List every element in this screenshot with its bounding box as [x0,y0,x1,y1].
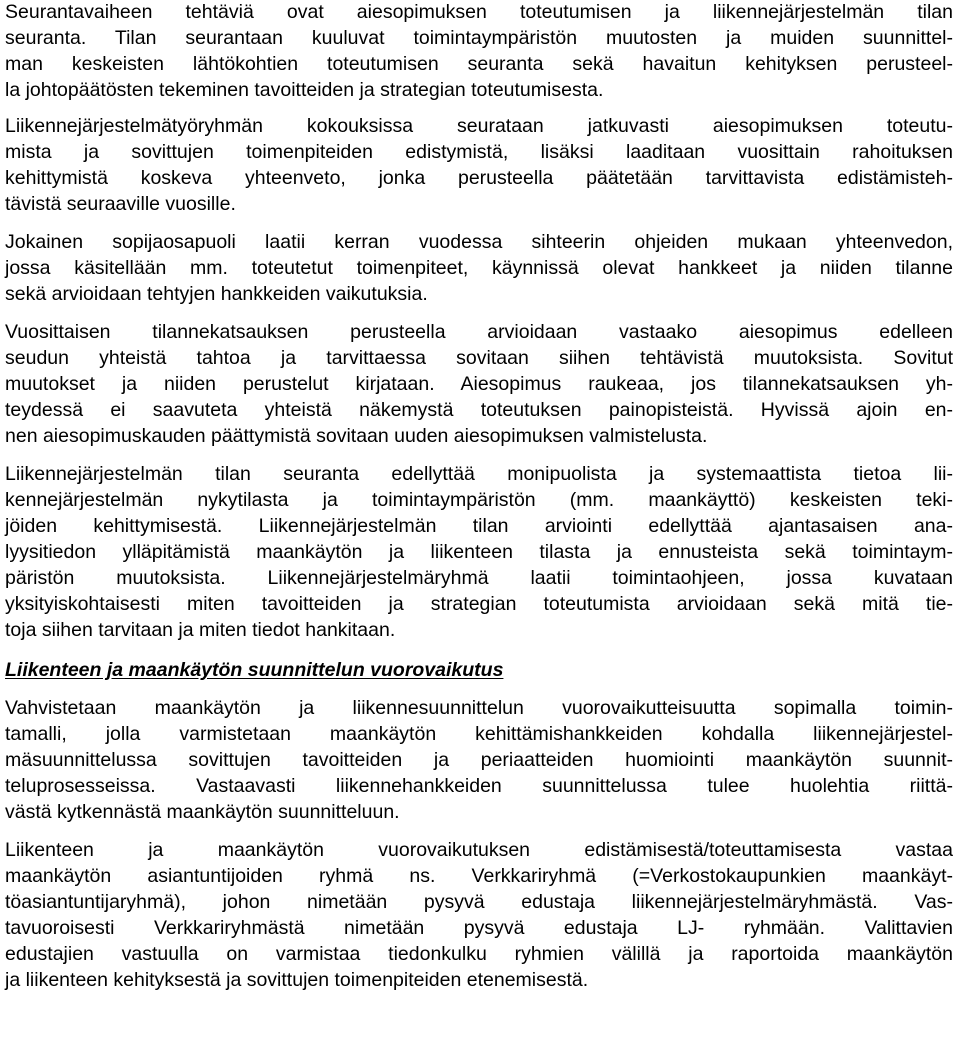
text-line: tavuoroisesti Verkkariryhmästä nimetään pysyvä edustaja LJ- ryhmään. Valittavien [5,917,953,939]
text-line: sekä arvioidaan tehtyjen hankkeiden vaikutuksia. [5,283,428,305]
text-line: Liikennejärjestelmän tilan seuranta edellyttää monipuolista ja systemaattista tietoa lii- [5,463,953,485]
document-page [5,0,953,993]
text-line: Vuosittaisen tilannekatsauksen perusteella arvioidaan vastaako aiesopimus edelleen [5,321,953,343]
text-line: mista ja sovittujen toimenpiteiden edistymistä, lisäksi laaditaan vuosittain rahoituksen [5,141,953,163]
text-line: la johtopäätösten tekeminen tavoitteiden ja strategian toteutumisesta. [5,79,604,101]
text-line: Jokainen sopijaosapuoli laatii kerran vuodessa sihteerin ohjeiden mukaan yhteenvedon, [5,231,953,253]
text-line: Liikenteen ja maankäytön vuorovaikutuksen edistämisestä/toteuttamisesta vastaa [5,839,953,861]
text-line: ja liikenteen kehityksestä ja sovittujen toimenpiteiden etenemisestä. [5,969,589,991]
text-line: seuranta. Tilan seurantaan kuuluvat toimintaympäristön muutosten ja muiden suunnittel- [5,27,953,49]
text-line: mäsuunnittelussa sovittujen tavoitteiden ja periaatteiden huomiointi maankäytön suunnit- [5,749,953,771]
text-line: lyysitiedon ylläpitämistä maankäytön ja liikenteen tilasta ja ennusteista sekä toimintaym- [5,541,953,563]
text-line: Liikennejärjestelmätyöryhmän kokouksissa seurataan jatkuvasti aiesopimuksen toteutu- [5,115,953,137]
text-line: kehittymistä koskeva yhteenveto, jonka perusteella päätetään tarvittavista edistämisteh- [5,167,953,189]
text-line: teluprosesseissa. Vastaavasti liikennehankkeiden suunnittelussa tulee huolehtia riittä- [5,775,953,797]
text-line: Seurantavaiheen tehtäviä ovat aiesopimuksen toteutumisen ja liikennejärjestelmän tilan [5,1,953,23]
text-line: nen aiesopimuskauden päättymistä sovitaan uuden aiesopimuksen valmistelusta. [5,425,708,447]
section-heading [5,657,953,683]
text-line: muutokset ja niiden perustelut kirjataan. Aiesopimus raukeaa, jos tilannekatsauksen yh- [5,373,953,395]
text-line: västä kytkennästä maankäytön suunnitteluun. [5,801,400,823]
text-line: kennejärjestelmän nykytilasta ja toimintaympäristön (mm. maankäyttö) keskeisten teki- [5,489,953,511]
section-heading-text: Liikenteen ja maankäytön suunnittelun vuorovaikutus [5,659,504,681]
text-line: jossa käsitellään mm. toteutetut toimenpiteet, käynnissä olevat hankkeet ja niiden tilanne [5,257,953,279]
text-line: Vahvistetaan maankäytön ja liikennesuunnittelun vuorovaikutteisuutta sopimalla toimin- [5,697,953,719]
text-line: man keskeisten lähtökohtien toteutumisen seuranta sekä havaitun kehityksen perusteel- [5,53,953,75]
text-line: tävistä seuraaville vuosille. [5,193,236,215]
paragraph-annual-summary [5,229,953,307]
paragraph-working-group-meetings [5,113,953,217]
text-line: yksityiskohtaisesti miten tavoitteiden ja strategian toteutumista arvioidaan sekä mitä tie- [5,593,953,615]
text-line: edustajien vastuulla on varmistaa tiedonkulku ryhmien välillä ja raportoida maankäytön [5,943,953,965]
paragraph-interaction-model [5,695,953,825]
text-line: töasiantuntijaryhmä), johon nimetään pysyvä edustaja liikennejärjestelmäryhmästä. Vas- [5,891,953,913]
paragraph-system-state-monitoring [5,461,953,643]
text-line: toja siihen tarvitaan ja miten tiedot hankitaan. [5,619,396,641]
paragraph-monitoring-tasks [5,0,953,103]
paragraph-verkkari-group [5,837,953,993]
text-line: tamalli, jolla varmistetaan maankäytön kehittämishankkeiden kohdalla liikennejärjestel- [5,723,953,745]
text-line: seudun yhteistä tahtoa ja tarvittaessa sovitaan siihen tehtävistä muutoksista. Sovitut [5,347,953,369]
paragraph-status-review [5,319,953,449]
text-line: päristön muutoksista. Liikennejärjestelmäryhmä laatii toimintaohjeen, jossa kuvataan [5,567,953,589]
text-line: jöiden kehittymisestä. Liikennejärjestelmän tilan arviointi edellyttää ajantasaisen ana- [5,515,953,537]
text-line: maankäytön asiantuntijoiden ryhmä ns. Verkkariryhmä (=Verkostokaupunkien maankäyt- [5,865,953,887]
text-line: teydessä ei saavuteta yhteistä näkemystä toteutuksen painopisteistä. Hyvissä ajoin en- [5,399,953,421]
